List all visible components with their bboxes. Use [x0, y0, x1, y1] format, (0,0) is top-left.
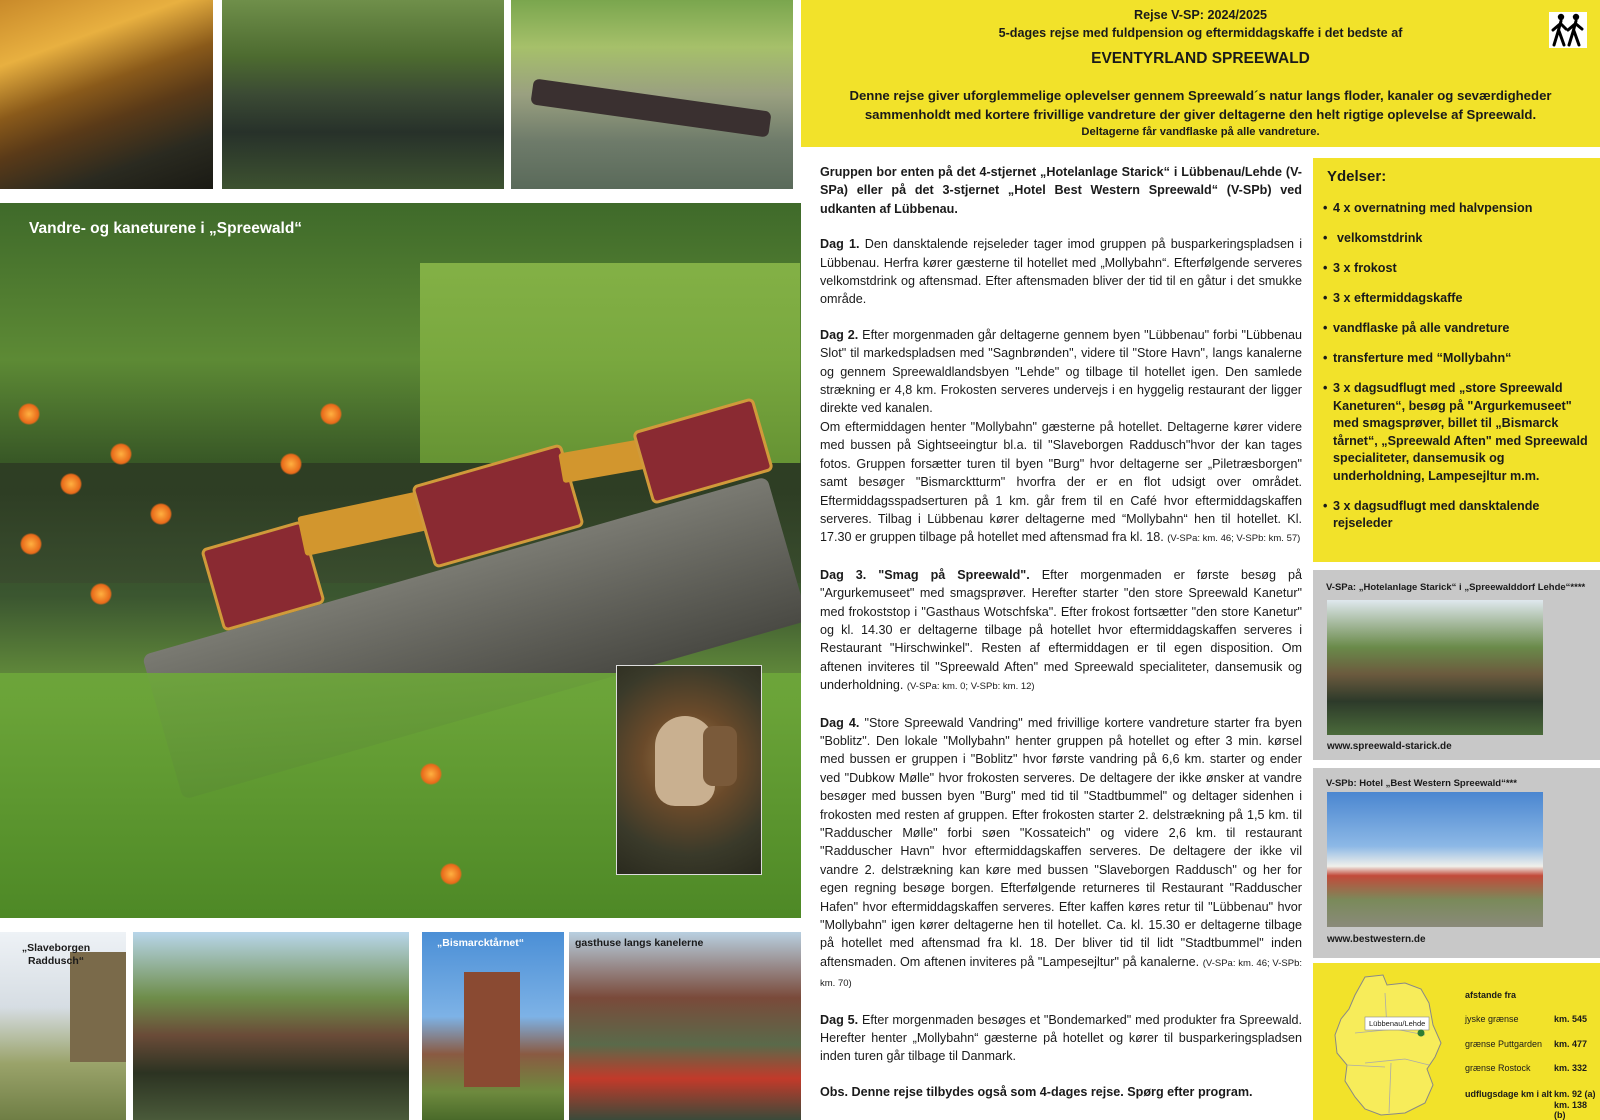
day-1: [820, 235, 1302, 309]
day-4-km: (V-SPa: km. 46; V-SPb: km. 70): [820, 957, 1302, 990]
photo-bismarck-tower: [422, 932, 564, 1120]
castle-caption: „Slaveborgen Raddusch“: [21, 942, 91, 967]
photo-tower-shape: [464, 972, 520, 1087]
hotel-a-box: [1313, 570, 1600, 760]
photo-hedgehog-mascot: [616, 665, 762, 875]
germany-map-icon: [1325, 973, 1455, 1118]
hotel-b-box: [1313, 768, 1600, 958]
hotel-b-url: www.bestwestern.de: [1327, 934, 1426, 945]
benefit-item: [1323, 320, 1593, 338]
distance-value-4a: km. 92 (a): [1554, 1089, 1596, 1099]
photo-thatched-house: [222, 0, 504, 189]
photo-flower: [90, 583, 112, 605]
guesthouse-caption: gasthuse langs kanelerne: [575, 937, 704, 949]
day-2-afternoon: [820, 418, 1302, 549]
map-location-label: Lübbenau/Lehde: [1369, 1019, 1426, 1028]
photo-flower: [18, 403, 40, 425]
header-banner: [801, 0, 1600, 147]
benefit-text: velkomstdrink: [1337, 231, 1423, 245]
benefit-text: 3 x eftermiddagskaffe: [1333, 291, 1463, 305]
photo-hotel-starick: [1327, 600, 1543, 735]
benefits-title: Ydelser:: [1327, 168, 1387, 185]
bullet: •: [1323, 201, 1328, 215]
day-4: [820, 714, 1302, 994]
day-1-text: Den dansktalende rejseleder tager imod gruppen på busparkeringspladsen i Lübbenau. Herfra kører gæsterne til hotellet med „Mollybahn“. Efterfølgende serveres velkomstdrink og aftensmad. Efter aftensmaden bliver der tid til en gåtur i det smukke område.: [820, 237, 1303, 307]
photo-hotel-best-western: [1327, 792, 1543, 927]
distance-value-1: km. 545: [1554, 1014, 1588, 1024]
benefit-item: [1323, 200, 1593, 218]
day-3: [820, 566, 1302, 697]
day-4-text: "Store Spreewald Vandring" med frivillige kortere vandreture starter fra byen "Boblitz". Den lokale "Mollybahn" henter gruppen på hotellet og efter 3 min. kørsel med bussen er gruppen i "Boblitz" hvor første vandring på 6,6 km. starter og ender ved "Dubkow Mølle" hvor frokosten serveres. De deltagere der ikke ønsker at vandre besøger med bussen byen "Burg" med tid til "Stadtbummel" og deltager sidenhen i frokosten med resten af gruppen. Efter frokosten starter 2. delstrækning på 1,5 km. til "Radduscher Mølle" forbi søen "Kossateich" og videre 2,6 km. til restaurant "Radduscher Havn" hvor eftermiddagskaffen serveres. De deltagere der ikke vil vandre 2. delstrækning kan køre med bussen "Slaveborgen Raddusch" og her for egen regning besøge borgen. Efterfølgende returneres til Restaurant "Radduscher Hafen" hvor eftermiddagskaffen serveres. Efter kaffen køres retur til "Lübbenau" hvor "Mollybahn" igen kører deltagerne hen til hotellet. Ca. kl. 15.30 er deltagerne tilbage på hotellet med aftensmad fra kl. 18. Der bliver tid til lidt "Stadtbummel" inden aftensmaden. Om aftenen inviteres på "Lampesejltur" på kanalerne.: [820, 715, 1303, 969]
day-3-label: Dag 3. "Smag på Spreewald".: [820, 567, 1030, 582]
obs-note: Obs. Denne rejse tilbydes også som 4-dages rejse. Spørg efter program.: [820, 1084, 1253, 1099]
photo-punt-boat-shape: [530, 78, 771, 137]
day-2: [820, 326, 1302, 418]
photo-flower: [280, 453, 302, 475]
benefit-text: 3 x dagsudflugt med dansktalende rejseleder: [1333, 498, 1540, 530]
benefit-text: transferture med “Mollybahn“: [1333, 351, 1512, 365]
day-1-label: Dag 1.: [820, 237, 860, 252]
photo-hedgehog-backpack: [703, 726, 737, 786]
benefit-text: 3 x dagsudflugt med „store Spreewald Kaneturen“, besøg på "Argurkemuseet" med smagsprøver, billet til „Bismarck tårnet“, „Spreewald Aften" med Spreewald specialiteter, dansemusik og underholdning, Lampesejltur m.m.: [1333, 381, 1588, 483]
hotel-a-url: www.spreewald-starick.de: [1327, 741, 1452, 752]
distance-label-4: udflugsdage km i alt: [1465, 1089, 1553, 1099]
day-2-text-afternoon: Om eftermiddagen henter "Mollybahn" gæsterne på hotellet. Deltagerne kører videre med bussen på Sightseeingtur bl.a. til "Slaveborgen Raddusch"hvor der kan tages fotos. Gruppen forsætter turen til byen "Burg" hvor deltagerne ser „Piletræsborgen" samt besøger "Bismarcktturm" hvorfra der er en flot udsigt over området. Eftermiddagsspadserturen på 1 km. går frem til en Café hvor eftermiddagskaffen serveres. Tilbag i Lübbenau kører deltagerne med “Mollybahn“ hen til hotellet. Kl. 17.30 er gruppen tilbage på hotellet med aftensmad fra kl. 18.: [820, 419, 1302, 545]
benefit-text: vandflaske på alle vandreture: [1333, 321, 1510, 335]
photo-castle-wall: [70, 952, 126, 1062]
distance-value-2: km. 477: [1554, 1039, 1588, 1049]
photo-canal-boat-tour: [511, 0, 793, 189]
bullet: •: [1323, 381, 1328, 395]
itinerary-text: [820, 163, 1302, 1118]
hotel-b-caption: V-SPb: Hotel „Best Western Spreewald“***: [1326, 778, 1517, 789]
accommodation-intro: Gruppen bor enten på det 4-stjernet „Hotelanlage Starick“ i Lübbenau/Lehde (V-SPa) eller på det 3-stjernet „Hotel Best Western Spreewald“ (V-SPb) ved udkanten af Lübbenau.: [820, 165, 1302, 216]
distance-label-1: jyske grænse: [1465, 1014, 1519, 1024]
day-2-label: Dag 2.: [820, 327, 859, 342]
intro-line-3: Deltagerne får vandflaske på alle vandreture.: [1081, 126, 1320, 138]
benefit-item: [1323, 380, 1593, 485]
intro-line-1: Denne rejse giver uforglemmelige oplevelser gennem Spreewald´s natur langs floder, kanaler og seværdigheder: [849, 88, 1552, 103]
benefit-item: [1323, 350, 1593, 368]
benefit-item: [1323, 498, 1593, 533]
hotel-a-caption: V-SPa: „Hotelanlage Starick“ i „Spreewalddorf Lehde“****: [1326, 582, 1586, 593]
distance-label-2: grænse Puttgarden: [1465, 1039, 1543, 1049]
benefit-item: [1323, 230, 1593, 248]
hikers-icon: [1549, 12, 1587, 48]
bullet: •: [1323, 351, 1328, 365]
bullet: •: [1323, 321, 1328, 335]
benefits-box: [1313, 158, 1600, 562]
distance-heading: afstande fra: [1465, 990, 1517, 1000]
photo-flower: [60, 473, 82, 495]
bullet: •: [1323, 261, 1328, 275]
photo-flower: [320, 403, 342, 425]
benefit-text: 4 x overnatning med halvpension: [1333, 201, 1533, 215]
photo-autumn-house: [0, 0, 213, 189]
photo-flower: [440, 863, 462, 885]
benefit-text: 3 x frokost: [1333, 261, 1397, 275]
bullet: •: [1323, 498, 1328, 513]
day-5-text: Efter morgenmaden besøges et "Bondemarked" med produkter fra Spreewald. Herefter henter „Mollybahn“ gæsterne på hotellet og kører til busparkeringspladsen inden turen går tilbage til Danmark.: [820, 1012, 1303, 1064]
benefits-list: [1323, 200, 1593, 545]
distance-map-box: [1313, 963, 1600, 1120]
main-photo-caption: Vandre- og kaneturene i „Spreewald“: [29, 220, 303, 237]
photo-flower: [420, 763, 442, 785]
distance-value-4b: km. 138 (b): [1554, 1100, 1588, 1120]
photo-flower: [110, 443, 132, 465]
benefit-item: [1323, 290, 1593, 308]
day-2-text: Efter morgenmaden går deltagerne gennem byen "Lübbenau" forbi "Lübbenau Slot" til markedspladsen med "Sagnbrønden", videre til "Store Havn", langs kanalerne og gennem Spreewaldlandsbyen "Lehde" og tilbage til hotellet igen. Den samlede strækning er 4,8 km. Frokosten serveres undervejs i en hyggelig restaurant der ligger direkte ved kanalen.: [820, 327, 1302, 416]
trip-title: EVENTYRLAND SPREEWALD: [1091, 50, 1310, 67]
trip-code: Rejse V-SP: 2024/2025: [1133, 8, 1268, 22]
intro-line-2: sammenholdt med kortere frivillige vandreture der giver deltagerne den helt rigtige oplevelse af Spreewald.: [864, 107, 1537, 122]
trip-subtitle: 5-dages rejse med fuldpension og eftermiddagskaffe i det bedste af: [998, 26, 1403, 40]
bullet: •: [1323, 231, 1328, 245]
day-5: [820, 1011, 1302, 1066]
day-2-km: (V-SPa: km. 46; V-SPb: km. 57): [1167, 533, 1301, 545]
photo-flower: [20, 533, 42, 555]
bullet: •: [1323, 291, 1328, 305]
day-5-label: Dag 5.: [820, 1012, 859, 1027]
photo-watermill: [133, 932, 409, 1120]
day-3-km: (V-SPa: km. 0; V-SPb: km. 12): [906, 681, 1035, 693]
day-4-label: Dag 4.: [820, 715, 860, 730]
tower-caption: „Bismarcktårnet“: [437, 937, 524, 949]
day-3-text: Efter morgenmaden er første besøg på "Argurkemuseet" med smagsprøver. Herefter starter "den store Spreewald Kanetur" med frokoststop i "Gasthaus Wotschfska". Efter frokost fortsætter "den store Kanetur" og kl. 14.30 er deltagerne tilbage på hotellet hvor eftermiddagskaffen serveres i Restaurant "Hirschwinkel". Resten af eftermiddagen er til egen disposition. Om aftenen inviteres til "Spreewald Aften" med Spreewald specialiteter, dansemusik og underholdning.: [820, 567, 1302, 693]
photo-flower: [150, 503, 172, 525]
distance-label-3: grænse Rostock: [1465, 1063, 1531, 1073]
benefit-item: [1323, 260, 1593, 278]
photo-guesthouses-canal: [569, 932, 801, 1120]
distance-value-3: km. 332: [1554, 1063, 1588, 1073]
